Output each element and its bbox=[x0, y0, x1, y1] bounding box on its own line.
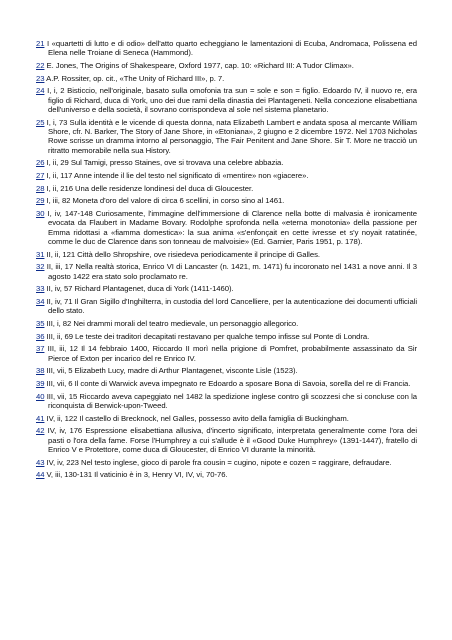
footnote-40 bbox=[36, 392, 417, 411]
footnotes-list bbox=[36, 39, 417, 483]
footnote-number-link[interactable]: 25 bbox=[36, 117, 45, 127]
footnote-38 bbox=[36, 366, 417, 375]
footnote-text: III, vii, 6 Il conte di Warwick aveva impegnato re Edoardo a sposare Bona di Savoia, sorella del re di Francia. bbox=[46, 378, 411, 388]
footnote-text: I, i, 2 Bisticcio, nell'originale, basato sulla omofonia tra sun = sole e son = figlio. Edoardo IV, il nuovo re, era figlio di Richard, duca di York, uno dei due rami della dinastia dei Plantageneti. Nella concezione elisabettiana dell'universo e della società, il sovrano corrispondeva al sole nel sistema planetario. bbox=[47, 86, 418, 114]
footnote-number-link[interactable]: 44 bbox=[36, 470, 45, 480]
footnote-text: III, ii, 69 Le teste dei traditori decapitati restavano per qualche tempo infisse sul Ponte di Londra. bbox=[46, 331, 370, 341]
footnote-number-link[interactable]: 26 bbox=[36, 158, 45, 168]
footnote-text: II, iii, 17 Nella realtà storica, Enrico VI di Lancaster (n. 1421, m. 1471) fu incoronato nel 1431 a nove anni. Il 3 agosto 1422 era stato solo proclamato re. bbox=[46, 262, 417, 281]
footnote-number-link[interactable]: 40 bbox=[36, 391, 45, 401]
footnote-text: III, i, 82 Nei drammi morali del teatro medievale, un personaggio allegorico. bbox=[46, 318, 299, 328]
footnote-text: III, vii, 15 Riccardo aveva capeggiato nel 1482 la spedizione inglese contro gli scozzesi che si concluse con la riconquista di Berwick-upon-Tweed. bbox=[46, 391, 417, 410]
footnote-text: I, iii, 82 Moneta d'oro del valore di circa 6 scellini, in corso sino al 1461. bbox=[46, 196, 285, 206]
footnote-36 bbox=[36, 332, 417, 341]
footnote-30 bbox=[36, 209, 417, 246]
footnote-number-link[interactable]: 27 bbox=[36, 170, 45, 180]
footnote-41 bbox=[36, 414, 417, 423]
footnote-21 bbox=[36, 39, 417, 58]
footnote-26 bbox=[36, 158, 417, 167]
footnote-text: E. Jones, The Origins of Shakespeare, Oxford 1977, cap. 10: «Richard III: A Tudor Climax». bbox=[46, 60, 354, 70]
footnote-number-link[interactable]: 24 bbox=[36, 86, 45, 96]
footnote-29 bbox=[36, 196, 417, 205]
footnote-number-link[interactable]: 30 bbox=[36, 208, 45, 218]
footnote-text: A.P. Rossiter, op. cit., «The Unity of Richard III», p. 7. bbox=[46, 73, 225, 83]
footnote-23 bbox=[36, 74, 417, 83]
footnote-42 bbox=[36, 426, 417, 454]
footnote-number-link[interactable]: 36 bbox=[36, 331, 45, 341]
footnote-text: V, iii, 130-131 Il vaticinio è in 3, Henry VI, IV, vi, 70-76. bbox=[46, 470, 228, 480]
footnote-text: IV, iv, 176 Espressione elisabettiana allusiva, d'incerto significato, interpretata generalmente come l'ora dei pasti o l'ora della fame. Forse l'Humphrey a cui s'allude è il «Good Duke Humphrey» (1391-1447), fratello di Enrico V e Protettore, come duca di Gloucester, di Enrico VI durante la minorità. bbox=[47, 426, 417, 454]
footnote-text: I, ii, 29 Sul Tamigi, presso Staines, ove si trovava una celebre abbazia. bbox=[46, 158, 284, 168]
footnote-25 bbox=[36, 118, 417, 155]
footnote-text: III, iii, 12 Il 14 febbraio 1400, Riccardo II morì nella prigione di Pomfret, probabilmente assassinato da Sir Pierce of Exton per incarico del re Enrico IV. bbox=[47, 344, 417, 363]
footnote-39 bbox=[36, 379, 417, 388]
footnote-number-link[interactable]: 23 bbox=[36, 73, 45, 83]
footnote-text: II, iv, 71 Il Gran Sigillo d'Inghilterra, in custodia del lord Cancelliere, per la autenticazione dei documenti ufficiali dello stato. bbox=[46, 296, 417, 316]
footnote-number-link[interactable]: 21 bbox=[36, 39, 45, 48]
footnote-text: II, ii, 121 Città dello Shropshire, ove risiedeva periodicamente il principe di Galles. bbox=[46, 249, 320, 259]
footnote-24 bbox=[36, 86, 417, 114]
footnote-number-link[interactable]: 33 bbox=[36, 284, 45, 294]
footnote-text: I, iv, 147-148 Curiosamente, l'immagine dell'immersione di Clarence nella botte di malvasia è ironicamente evocata da Flaubert in Madame Bovary. Rodolphe sprofonda nella «eterna monotonia» della passione per Emma ridottasi a «fiamma domestica»: la sua anima «s'enfonçait en cette ivresse et s'y noyait ratatinée, comme le duc de Clarence dans son tonneau de malvoisie» (Ed. Garnier, Paris 1951, p. 178). bbox=[47, 208, 417, 246]
footnote-text: IV, iv, 223 Nel testo inglese, gioco di parole fra cousin = cugino, nipote e cozen = raggirare, defraudare. bbox=[46, 457, 392, 467]
footnote-44 bbox=[36, 470, 417, 479]
footnote-text: I, i, 73 Sulla identità e le vicende di questa donna, nata Elizabeth Lambert e andata sposa al mercante William Shore, cfr. N. Barker, The Story of Jane Shore, in «Etoniana», 2 giugno e 2 dicembre 1972. Nel 1703 Nicholas Rowe scrisse un dramma intorno al personaggio, The Fair Penitent and Jane Shore. Sir T. More ne tracciò un ritratto memorabile nella sua History. bbox=[46, 117, 417, 155]
footnote-number-link[interactable]: 35 bbox=[36, 318, 45, 328]
footnote-number-link[interactable]: 28 bbox=[36, 183, 45, 193]
footnote-37 bbox=[36, 344, 417, 363]
footnote-text: II, iv, 57 Richard Plantagenet, duca di York (1411-1460). bbox=[46, 284, 234, 294]
footnote-31 bbox=[36, 250, 417, 259]
footnote-35 bbox=[36, 319, 417, 328]
footnote-32 bbox=[36, 262, 417, 281]
footnote-number-link[interactable]: 22 bbox=[36, 60, 45, 70]
footnote-number-link[interactable]: 38 bbox=[36, 366, 45, 376]
footnote-number-link[interactable]: 39 bbox=[36, 378, 45, 388]
footnote-text: I, ii, 117 Anne intende il lie del testo nel significato di «mentire» non «giacere». bbox=[46, 170, 309, 180]
footnote-text: IV, ii, 122 Il castello di Brecknock, nel Galles, possesso avito della famiglia di Buckingham. bbox=[46, 413, 349, 423]
footnote-number-link[interactable]: 41 bbox=[36, 413, 45, 423]
footnote-text: I «quartetti di lutto e di odio» dell'atto quarto echeggiano le lamentazioni di Ecuba, Andromaca, Polissena ed Elena nelle Troiane di Seneca (Hammond). bbox=[47, 39, 417, 58]
footnote-22 bbox=[36, 61, 417, 70]
footnote-43 bbox=[36, 458, 417, 467]
footnote-number-link[interactable]: 37 bbox=[36, 344, 45, 354]
footnote-33 bbox=[36, 284, 417, 293]
footnote-27 bbox=[36, 171, 417, 180]
footnote-number-link[interactable]: 29 bbox=[36, 196, 45, 206]
footnote-text: I, ii, 216 Una delle residenze londinesi del duca di Gloucester. bbox=[46, 183, 254, 193]
footnote-text: III, vii, 5 Elizabeth Lucy, madre di Arthur Plantagenet, visconte Lisle (1523). bbox=[46, 366, 298, 376]
footnote-number-link[interactable]: 34 bbox=[36, 296, 45, 306]
footnote-number-link[interactable]: 32 bbox=[36, 262, 45, 272]
footnote-34 bbox=[36, 297, 417, 316]
footnote-number-link[interactable]: 42 bbox=[36, 426, 45, 436]
footnote-number-link[interactable]: 43 bbox=[36, 457, 45, 467]
footnote-number-link[interactable]: 31 bbox=[36, 249, 45, 259]
footnote-28 bbox=[36, 184, 417, 193]
